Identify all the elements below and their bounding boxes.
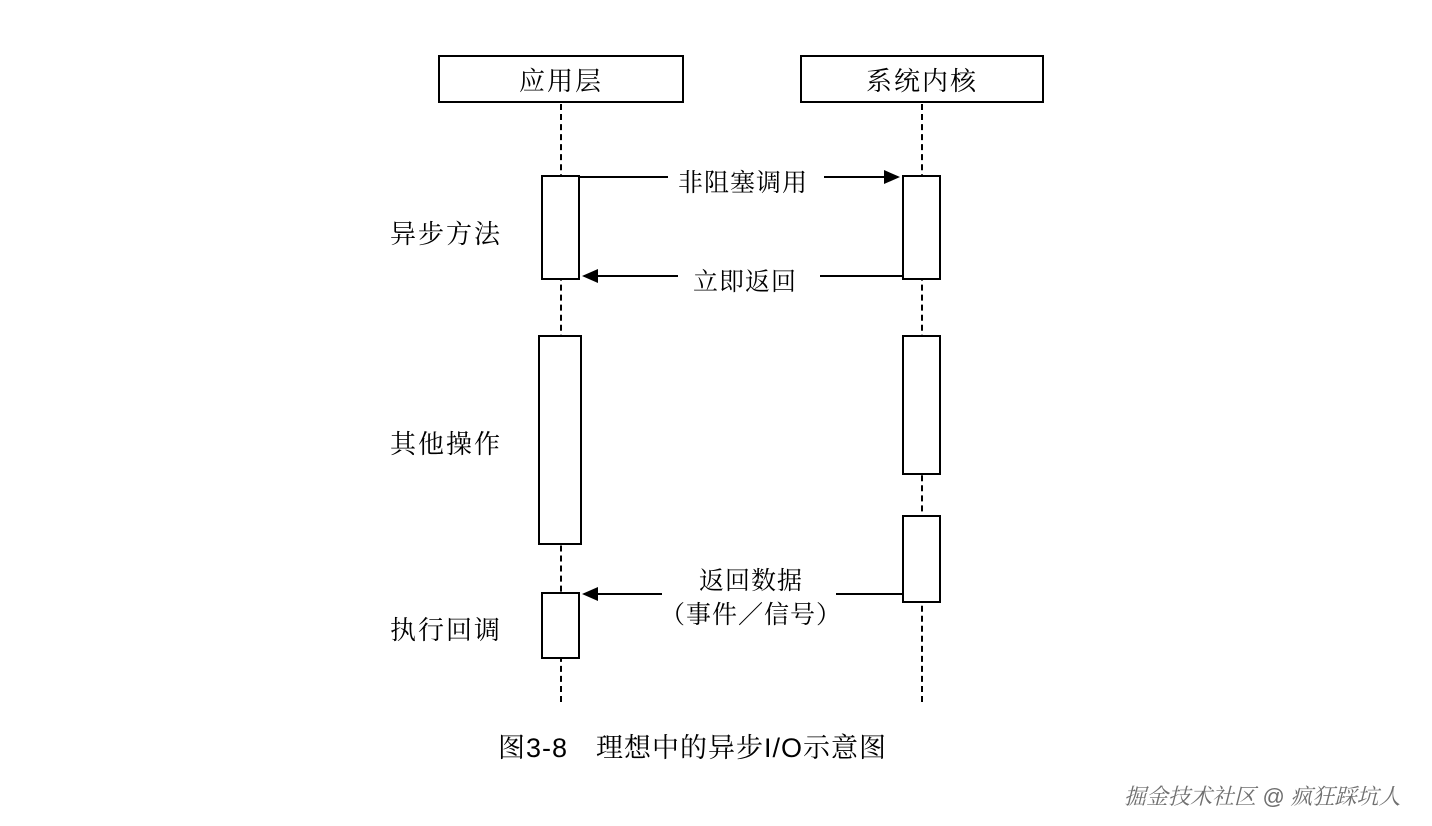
lifeline-title-kernel: 系统内核 [865, 65, 978, 96]
activation-application-callback [541, 592, 580, 659]
message-label-nonblocking-call: 非阻塞调用 [677, 169, 808, 197]
activation-kernel-async [902, 175, 941, 280]
message-label-immediate-return: 立即返回 [692, 268, 797, 296]
lifeline-header-application [438, 55, 684, 103]
phase-label-other-ops: 其他操作 [390, 429, 503, 459]
lifeline-header-kernel [800, 55, 1044, 103]
activation-kernel-complete [902, 515, 941, 603]
phase-label-async: 异步方法 [390, 219, 503, 249]
watermark-text: 掘金技术社区 @ 疯狂踩坑人 [1124, 784, 1401, 809]
activation-application-other-ops [538, 335, 582, 545]
lifeline-title-application: 应用层 [518, 65, 603, 96]
phase-label-callback: 执行回调 [390, 615, 503, 645]
activation-application-async [541, 175, 580, 280]
message-label-return-data-detail: （事件／信号） [659, 601, 842, 629]
message-label-return-data: 返回数据 [698, 567, 803, 595]
activation-kernel-processing [902, 335, 941, 475]
figure-caption: 图3-8 理想中的异步I/O示意图 [498, 733, 888, 763]
